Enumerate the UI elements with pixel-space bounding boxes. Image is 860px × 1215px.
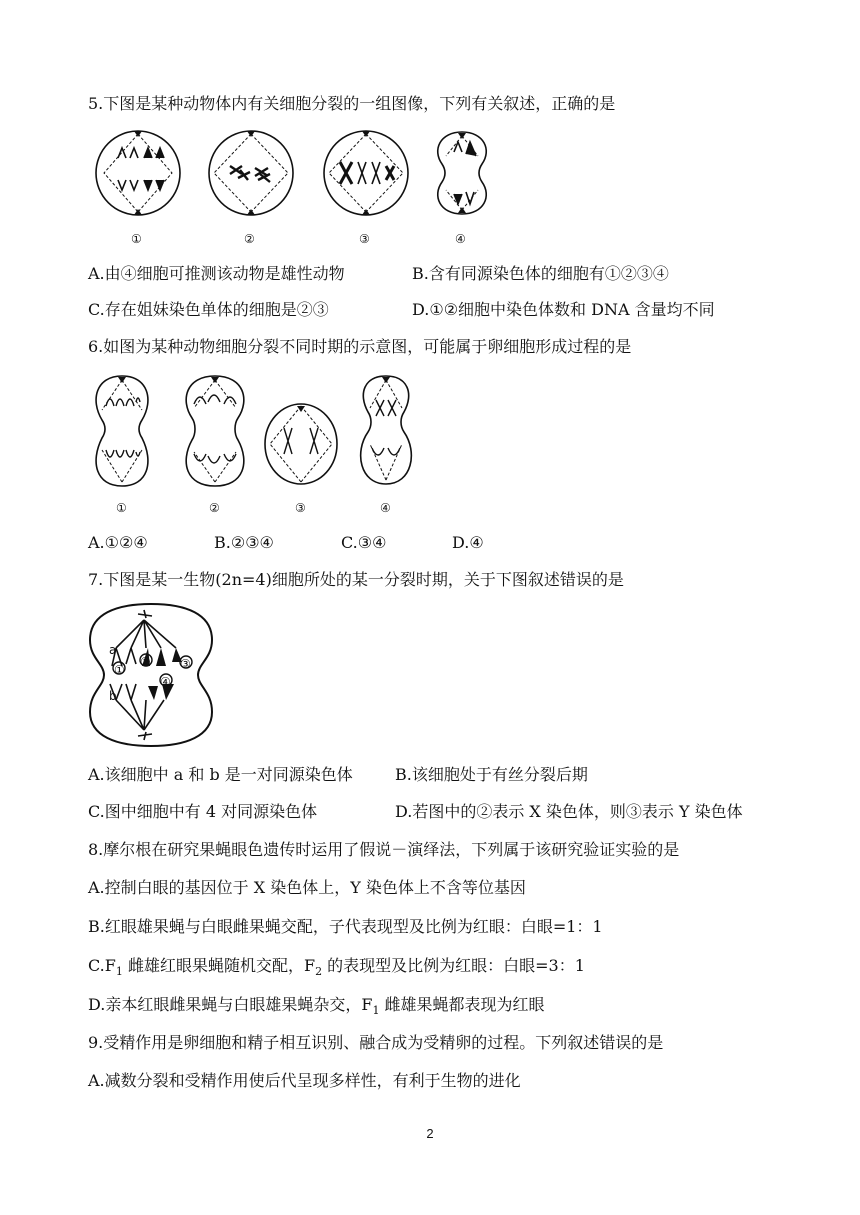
q6-option-c: C.③④: [341, 533, 387, 552]
q7-option-d: D.若图中的②表示 X 染色体，则③表示 Y 染色体: [395, 802, 743, 821]
q5-option-b: B.含有同源染色体的细胞有①②③④: [412, 264, 669, 283]
q8-option-a: A.控制白眼的基因位于 X 染色体上，Y 染色体上不含等位基因: [88, 878, 526, 897]
q8-option-c-post: 的表现型及比例为红眼：白眼=3：1: [322, 956, 585, 975]
q8-option-d: [88, 995, 545, 1021]
q7-label-3: ③: [180, 657, 191, 671]
q6-fig-label-4: ④: [380, 501, 391, 515]
q7-label-a: a: [109, 643, 117, 657]
q5-fig-label-1: ①: [131, 232, 142, 246]
q7-label-4: ④: [160, 675, 171, 689]
page-number: 2: [426, 1126, 434, 1141]
q7-stem: 7.下图是某一生物(2n=4)细胞所处的某一分裂时期，关于下图叙述错误的是: [88, 570, 624, 589]
q6-option-a: A.①②④: [88, 533, 148, 552]
q8-option-d-sub: 1: [372, 1004, 380, 1018]
q7-option-c: C.图中细胞中有 4 对同源染色体: [88, 802, 318, 821]
q5-stem: 5.下图是某种动物体内有关细胞分裂的一组图像，下列有关叙述，正确的是: [88, 94, 616, 113]
q5-fig-label-3: ③: [359, 232, 370, 246]
q8-option-d-pre: D.亲本红眼雌果蝇与白眼雄果蝇杂交，F: [88, 995, 373, 1014]
q6-option-b: B.②③④: [214, 533, 274, 552]
q8-option-b: B.红眼雄果蝇与白眼雌果蝇交配，子代表现型及比例为红眼：白眼=1：1: [88, 917, 603, 936]
q6-figure: [88, 372, 428, 494]
q7-option-a: A.该细胞中 a 和 b 是一对同源染色体: [88, 765, 353, 784]
q8-option-c-sub2: 2: [315, 965, 323, 979]
q7-figure: [86, 600, 216, 750]
q5-fig-label-4: ④: [455, 232, 466, 246]
q8-option-c: [88, 956, 585, 982]
q7-label-1: ①: [114, 663, 125, 677]
q6-fig-label-1: ①: [116, 501, 127, 515]
q8-stem: 8.摩尔根在研究果蝇眼色遗传时运用了假说－演绎法，下列属于该研究验证实验的是: [88, 840, 680, 859]
q8-option-d-post: 雌雄果蝇都表现为红眼: [379, 995, 545, 1014]
q6-fig-label-3: ③: [295, 501, 306, 515]
q7-option-b: B.该细胞处于有丝分裂后期: [395, 765, 588, 784]
q6-option-d: D.④: [452, 533, 484, 552]
q6-stem: 6.如图为某种动物细胞分裂不同时期的示意图，可能属于卵细胞形成过程的是: [88, 337, 632, 356]
q8-option-c-pre: C.F: [88, 956, 116, 975]
q9-stem: 9.受精作用是卵细胞和精子相互识别、融合成为受精卵的过程。下列叙述错误的是: [88, 1033, 664, 1052]
q5-option-c: C.存在姐妹染色单体的细胞是②③: [88, 300, 329, 319]
q8-option-c-mid: 雌雄红眼果蝇随机交配，F: [122, 956, 316, 975]
q5-fig-label-2: ②: [244, 232, 255, 246]
q5-option-a: A.由④细胞可推测该动物是雄性动物: [88, 264, 345, 283]
q7-label-2: ②: [140, 655, 151, 669]
q5-option-d: D.①②细胞中染色体数和 DNA 含量均不同: [412, 300, 715, 319]
q6-fig-label-2: ②: [209, 501, 220, 515]
q9-option-a: A.减数分裂和受精作用使后代呈现多样性，有利于生物的进化: [88, 1071, 521, 1090]
q5-figure: [90, 128, 510, 248]
q8-option-c-sub1: 1: [115, 965, 123, 979]
q7-label-b: b: [109, 689, 117, 703]
